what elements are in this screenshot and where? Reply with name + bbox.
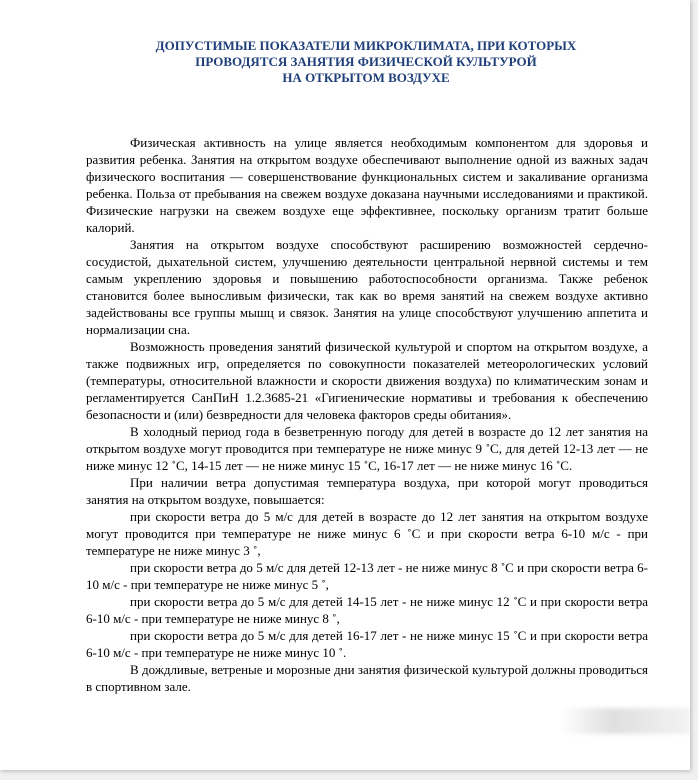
- paragraph-benefits: Занятия на открытом воздухе способствуют расширению возможностей сердечно-сосудистой, дыхательной систем, улучшению деятельности центральной нервной системы и тем самым укреплению здоровья и повышению работоспособности организма. Также ребенок становится более выносливым физически, так как во время занятий на свежем воздухе активно задействованы все группы мышц и связок. Занятия на улице способствуют улучшению аппетита и нормализации сна.: [86, 237, 648, 337]
- document-title: [86, 38, 646, 86]
- paragraph-regulation: Возможность проведения занятий физической культурой и спортом на открытом воздухе, а также подвижных игр, определяется по совокупности показателей метеорологических условий (температуры, относительной влажности и скорости движения воздуха) по климатическим зонам и регламентируется СанПиН 1.2.3685-21 «Гигиенические нормативы и требования к обеспечению безопасности и (или) безвредности для человека факторов среды обитания».: [86, 339, 648, 422]
- title-line-1: ДОПУСТИМЫЕ ПОКАЗАТЕЛИ МИКРОКЛИМАТА, ПРИ КОТОРЫХ: [155, 38, 577, 53]
- paragraph-wind-14-15: при скорости ветра до 5 м/с для детей 14-15 лет - не ниже минус 12 ˚С и при скорости ветра 6-10 м/с - при температуре не ниже минус 8 ˚,: [86, 594, 648, 626]
- paragraph-indoor: В дождливые, ветреные и морозные дни занятия физической культурой должны проводиться в спортивном зале.: [86, 662, 648, 694]
- paragraph-wind-16-17: при скорости ветра до 5 м/с для детей 16-17 лет - не ниже минус 15 ˚С и при скорости ветра 6-10 м/с - при температуре не ниже минус 10 ˚.: [86, 628, 648, 660]
- paragraph-cold-period: В холодный период года в безветренную погоду для детей в возрасте до 12 лет занятия на открытом воздухе могут проводится при температуре не ниже минус 9 ˚С, для детей 12-13 лет — не ниже минус 12 ˚С, 14-15 лет — не ниже минус 15 ˚С, 16-17 лет — не ниже минус 16 ˚С.: [86, 424, 648, 473]
- paragraph-wind-under-12: при скорости ветра до 5 м/с для детей в возрасте до 12 лет занятия на открытом воздухе могут проводится при температуре не ниже минус 6 ˚С и при скорости ветра 6-10 м/с - при температуре не ниже минус 3 ˚,: [86, 509, 648, 558]
- paragraph-outdoor-activity: Физическая активность на улице является необходимым компонентом для здоровья и развития ребенка. Занятия на открытом воздухе обеспечивают выполнение одной из важных задач физического воспитания — совершенствование функциональных систем и закаливание организма ребенка. Польза от пребывания на свежем воздухе доказана научными исследованиями и практикой. Физические нагрузки на свежем воздухе еще эффективнее, поскольку организм тратит больше калорий.: [86, 135, 648, 235]
- title-line-3: НА ОТКРЫТОМ ВОЗДУХЕ: [282, 70, 450, 85]
- document-body: [86, 134, 648, 695]
- paragraph-wind-intro: При наличии ветра допустимая температура воздуха, при которой могут проводиться занятия на открытом воздухе, повышается:: [86, 475, 648, 507]
- blurred-watermark: [560, 708, 690, 734]
- title-line-2: ПРОВОДЯТСЯ ЗАНЯТИЯ ФИЗИЧЕСКОЙ КУЛЬТУРОЙ: [195, 54, 537, 69]
- paragraph-wind-12-13: при скорости ветра до 5 м/с для детей 12-13 лет - не ниже минус 8 ˚С и при скорости ветра 6-10 м/с - при температуре не ниже минус 5 ˚,: [86, 560, 648, 592]
